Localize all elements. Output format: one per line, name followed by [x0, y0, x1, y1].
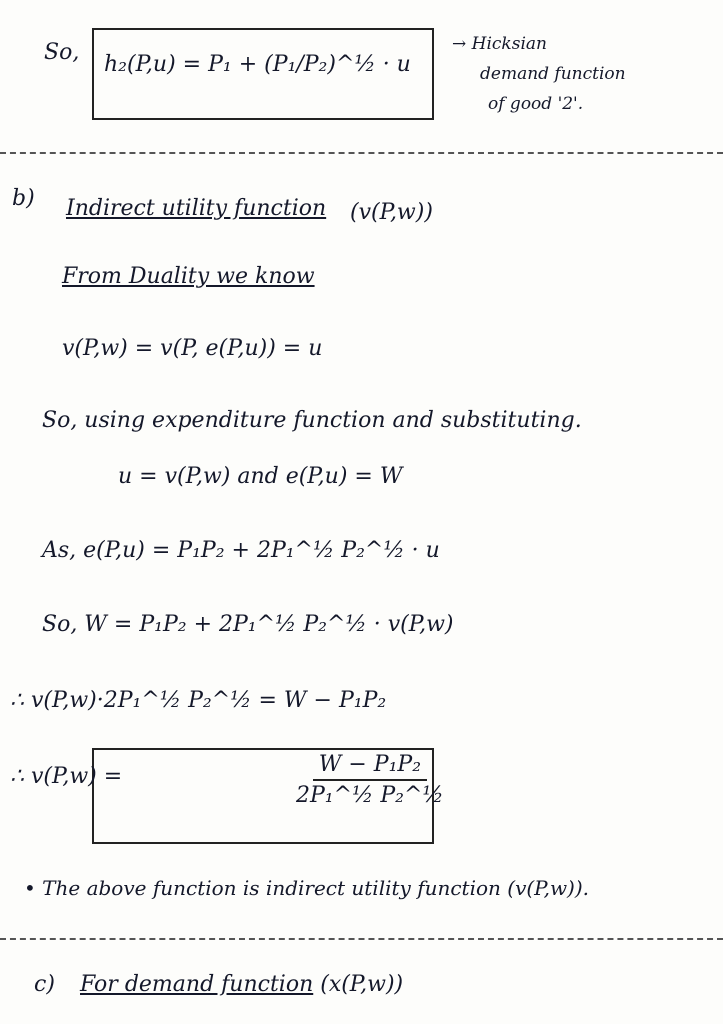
- hicksian-equation: h₂(P,u) = P₁ + (P₁/P₂)^½ · u: [104, 52, 411, 77]
- part-c-label: c): [34, 972, 55, 997]
- so-prefix: So,: [44, 40, 80, 65]
- hicksian-note-3: of good '2'.: [488, 94, 584, 114]
- duality-identity: v(P,w) = v(P, e(P,u)) = u: [62, 336, 323, 361]
- part-b-heading-tag: (v(P,w)): [350, 200, 433, 225]
- section-divider-2: [0, 938, 723, 940]
- duality-line: From Duality we know: [62, 264, 315, 289]
- result-lhs: ∴ v(P,w) =: [10, 764, 123, 789]
- result-numerator: W − P₁P₂: [313, 752, 427, 781]
- part-c-heading: [80, 972, 403, 997]
- part-c-heading-text: For demand function: [80, 972, 314, 997]
- part-b-label: b): [12, 186, 35, 211]
- therefore-line: ∴ v(P,w)·2P₁^½ P₂^½ = W − P₁P₂: [10, 688, 387, 713]
- result-denominator: 2P₁^½ P₂^½: [296, 783, 444, 808]
- using-line: So, using expenditure function and substituting.: [42, 408, 582, 433]
- expenditure-line: As, e(P,u) = P₁P₂ + 2P₁^½ P₂^½ · u: [42, 538, 440, 563]
- hicksian-note-2: demand function: [480, 64, 626, 84]
- conclusion-line: • The above function is indirect utility function (v(P,w)).: [24, 876, 590, 900]
- part-b-heading: Indirect utility function: [66, 196, 327, 221]
- hicksian-note-1: → Hicksian: [452, 34, 547, 54]
- result-fraction: [290, 752, 450, 808]
- part-c-heading-tag: (x(P,w)): [320, 972, 404, 997]
- wealth-line: So, W = P₁P₂ + 2P₁^½ P₂^½ · v(P,w): [42, 612, 454, 637]
- section-divider: [0, 152, 723, 154]
- substitution-line: u = v(P,w) and e(P,u) = W: [118, 464, 403, 489]
